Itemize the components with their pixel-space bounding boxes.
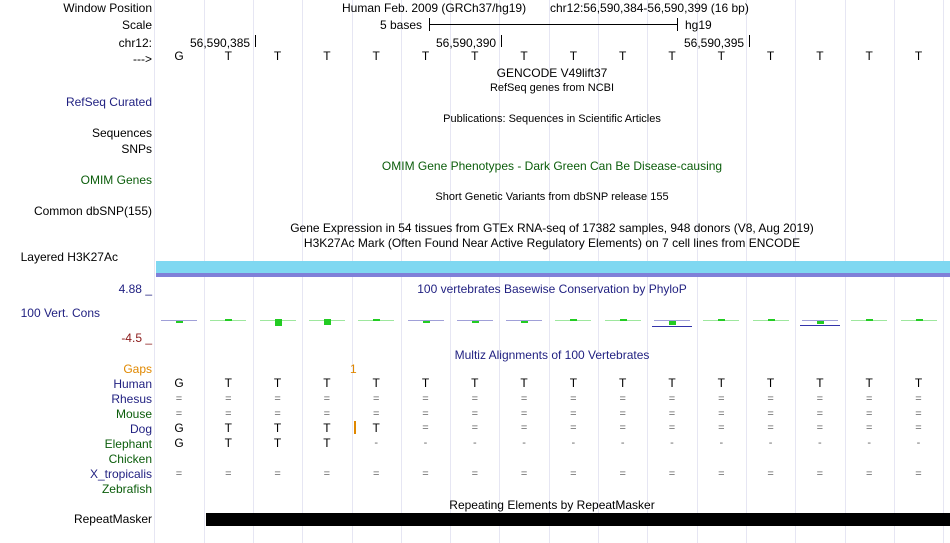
alignment-cell-rhesus: = [570, 393, 577, 405]
alignment-cell-rhesus: = [915, 393, 922, 405]
alignment-cell-xtrop: = [225, 468, 232, 480]
alignment-cell-human: G [174, 376, 184, 390]
base-letter: T [668, 49, 676, 63]
cons-min-label: -4.5 _ [121, 331, 152, 345]
multiz-title[interactable]: Multiz Alignments of 100 Vertebrates [454, 348, 650, 362]
species-label-elephant[interactable]: Elephant [104, 437, 152, 451]
base-letter: T [619, 49, 627, 63]
phylop-bar [176, 321, 183, 323]
h3k27ac-signal-lower-band[interactable] [156, 273, 950, 277]
phylop-bar [916, 319, 923, 321]
alignment-cell-xtrop: = [175, 468, 183, 480]
track-label-repeatmasker[interactable]: RepeatMasker [73, 512, 152, 526]
repeatmasker-title[interactable]: Repeating Elements by RepeatMasker [449, 498, 655, 512]
alignment-cell-dog: = [865, 422, 873, 434]
alignment-cell-elephant: - [571, 437, 576, 449]
phylop-negative-mark [652, 326, 692, 327]
alignment-cell-dog: = [570, 422, 577, 434]
phylop-bar [423, 321, 430, 323]
alignment-cell-mouse: = [323, 408, 331, 420]
phylop-bar [718, 319, 725, 321]
alignment-cell-mouse: = [619, 408, 626, 420]
alignment-cell-rhesus: = [323, 393, 331, 405]
position-readout: chr12:56,590,384-56,590,399 (16 bp) [550, 1, 749, 15]
track-label-layered-h3k27ac[interactable]: Layered H3K27Ac [20, 250, 118, 264]
alignment-cell-elephant: T [323, 436, 331, 450]
alignment-cell-xtrop: = [323, 468, 331, 480]
alignment-cell-mouse: = [520, 408, 528, 420]
dbsnp-title[interactable]: Short Genetic Variants from dbSNP release 155 [435, 191, 669, 203]
alignment-cell-human: T [372, 376, 380, 390]
scale-bar-right-end [677, 18, 678, 31]
phylop-bar [521, 321, 528, 323]
alignment-cell-human: T [668, 376, 676, 390]
species-label-xtropicalis[interactable]: X_tropicalis [89, 467, 152, 481]
alignment-cell-dog: = [619, 422, 626, 434]
label-scale: Scale [121, 18, 152, 32]
alignment-cell-rhesus: = [865, 393, 873, 405]
alignment-cell-dog: T [323, 421, 331, 435]
base-letter: T [717, 49, 725, 63]
alignment-cell-dog: = [668, 422, 676, 434]
alignment-cell-xtrop: = [570, 468, 577, 480]
track-label-refseq[interactable]: RefSeq Curated [65, 95, 152, 109]
gencode-title[interactable]: GENCODE V49lift37 [496, 66, 608, 80]
phylop-bar [225, 319, 232, 321]
refseq-title[interactable]: RefSeq genes from NCBI [489, 82, 615, 94]
species-label-dog[interactable]: Dog [129, 422, 152, 436]
track-label-snps[interactable]: SNPs [121, 142, 152, 156]
omim-title[interactable]: OMIM Gene Phenotypes - Dark Green Can Be Disease-causing [381, 159, 723, 173]
alignment-cell-xtrop: = [915, 468, 922, 480]
alignment-cell-xtrop: = [274, 468, 281, 480]
species-label-mouse[interactable]: Mouse [115, 407, 152, 421]
alignment-cell-dog: = [718, 422, 725, 434]
phylop-bar [275, 319, 282, 326]
alignment-cell-xtrop: = [520, 468, 528, 480]
cons-max-label: 4.88 _ [118, 282, 152, 296]
assembly-name: Human Feb. 2009 (GRCh37/hg19) [342, 1, 527, 15]
alignment-cell-elephant: - [374, 437, 379, 449]
alignment-cell-rhesus: = [422, 393, 429, 405]
alignment-cell-dog: G [174, 421, 184, 435]
alignment-cell-elephant: - [867, 437, 872, 449]
alignment-cell-rhesus: = [175, 393, 183, 405]
alignment-cell-human: T [717, 376, 725, 390]
alignment-cell-rhesus: = [718, 393, 725, 405]
alignment-cell-human: T [520, 376, 528, 390]
alignment-cell-xtrop: = [767, 468, 774, 480]
alignment-cell-xtrop: = [619, 468, 626, 480]
alignment-cell-rhesus: = [668, 393, 676, 405]
base-letter: T [816, 49, 824, 63]
alignment-cell-xtrop: = [471, 468, 479, 480]
phylop-bar [472, 321, 479, 323]
alignment-cell-mouse: = [668, 408, 676, 420]
alignment-cell-xtrop: = [372, 468, 380, 480]
alignment-cell-human: T [816, 376, 824, 390]
alignment-cell-dog: = [520, 422, 528, 434]
coord-label-3: 56,590,395 [684, 36, 745, 50]
publications-title[interactable]: Publications: Sequences in Scientific Articles [443, 113, 661, 125]
track-label-100-vert-cons[interactable]: 100 Vert. Cons [20, 306, 100, 320]
alignment-cell-mouse: = [175, 408, 183, 420]
alignment-cell-elephant: - [916, 437, 921, 449]
alignment-cell-rhesus: = [619, 393, 626, 405]
track-label-gaps[interactable]: Gaps [123, 362, 152, 376]
base-letter: G [174, 49, 184, 63]
phylop-bar [866, 319, 873, 321]
species-label-chicken[interactable]: Chicken [108, 452, 152, 466]
label-window-position: Window Position [63, 1, 152, 15]
alignment-cell-human: T [865, 376, 873, 390]
gap-count-marker: 1 [350, 362, 357, 376]
dog-insertion-marker [354, 421, 356, 434]
phylop-bar [669, 321, 676, 325]
alignment-cell-elephant: T [224, 436, 232, 450]
alignment-cell-elephant: - [670, 437, 674, 449]
alignment-cell-mouse: = [372, 408, 380, 420]
base-letter: T [766, 49, 775, 63]
label-chrom: chr12: [118, 36, 152, 50]
alignment-cell-mouse: = [471, 408, 479, 420]
coord-tick-3 [749, 35, 750, 47]
coord-label-1: 56,590,385 [190, 36, 251, 50]
label-strand[interactable]: ---> [133, 52, 152, 66]
alignment-cell-xtrop: = [668, 468, 676, 480]
alignment-cell-rhesus: = [274, 393, 281, 405]
alignment-cell-rhesus: = [520, 393, 528, 405]
phylop-bar [817, 321, 824, 324]
base-letter: T [471, 49, 479, 63]
alignment-cell-mouse: = [570, 408, 577, 420]
phylop-title[interactable]: 100 vertebrates Basewise Conservation by PhyloP [417, 282, 687, 296]
phylop-bar [570, 319, 577, 321]
alignment-cell-dog: = [471, 422, 479, 434]
phylop-bar [620, 319, 627, 321]
alignment-cell-elephant: - [472, 437, 477, 449]
alignment-cell-rhesus: = [372, 393, 380, 405]
base-letter: T [914, 49, 923, 63]
alignment-cell-dog: = [816, 422, 824, 434]
alignment-cell-human: T [766, 376, 775, 390]
h3k27ac-title[interactable]: H3K27Ac Mark (Often Found Near Active Regulatory Elements) on 7 cell lines from ENCODE [303, 236, 801, 250]
base-letter: T [273, 49, 282, 63]
phylop-negative-mark [800, 325, 840, 326]
base-letter: T [421, 49, 430, 63]
base-letter: T [865, 49, 873, 63]
alignment-cell-human: T [471, 376, 479, 390]
alignment-cell-mouse: = [274, 408, 281, 420]
alignment-cell-rhesus: = [225, 393, 232, 405]
alignment-cell-rhesus: = [816, 393, 824, 405]
alignment-cell-xtrop: = [718, 468, 725, 480]
alignment-cell-human: T [569, 376, 578, 390]
coord-tick-1 [255, 35, 256, 47]
alignment-cell-dog: T [372, 421, 380, 435]
alignment-cell-elephant: - [719, 437, 724, 449]
alignment-cell-mouse: = [915, 408, 922, 420]
alignment-cell-elephant: T [273, 436, 282, 450]
alignment-cell-dog: = [915, 422, 922, 434]
alignment-cell-mouse: = [225, 408, 232, 420]
scale-text: 5 bases [380, 18, 423, 32]
alignment-cell-elephant: - [423, 437, 428, 449]
alignment-cell-dog: T [273, 421, 282, 435]
alignment-cell-xtrop: = [422, 468, 429, 480]
alignment-cell-elephant: - [768, 437, 773, 449]
alignment-cell-elephant: G [174, 436, 184, 450]
base-letter: T [224, 49, 232, 63]
track-label-omim[interactable]: OMIM Genes [80, 173, 152, 187]
alignment-cell-rhesus: = [767, 393, 774, 405]
alignment-cell-dog: T [224, 421, 232, 435]
alignment-cell-dog: = [767, 422, 774, 434]
alignment-cell-human: T [619, 376, 627, 390]
alignment-cell-mouse: = [718, 408, 725, 420]
alignment-cell-mouse: = [422, 408, 429, 420]
grid-line [154, 0, 155, 543]
h3k27ac-signal-bar[interactable] [156, 261, 950, 273]
track-label-common-dbsnp[interactable]: Common dbSNP(155) [33, 204, 152, 218]
alignment-cell-human: T [421, 376, 430, 390]
alignment-cell-mouse: = [767, 408, 774, 420]
alignment-cell-elephant: - [620, 437, 625, 449]
phylop-bar [768, 319, 775, 321]
species-label-human[interactable]: Human [113, 377, 152, 391]
alignment-cell-xtrop: = [816, 468, 824, 480]
alignment-cell-rhesus: = [471, 393, 479, 405]
repeat-element-bar[interactable] [206, 513, 950, 526]
alignment-cell-dog: = [422, 422, 429, 434]
alignment-cell-elephant: - [818, 437, 822, 449]
alignment-cell-mouse: = [865, 408, 873, 420]
species-label-rhesus[interactable]: Rhesus [111, 392, 152, 406]
base-letter: T [520, 49, 528, 63]
phylop-bar [373, 319, 380, 321]
phylop-bar [324, 319, 331, 325]
scale-db: hg19 [685, 18, 712, 32]
coord-tick-2 [501, 35, 502, 47]
scale-bar-left-end [429, 18, 430, 31]
scale-bar [429, 24, 677, 25]
alignment-cell-xtrop: = [865, 468, 873, 480]
species-label-zebrafish[interactable]: Zebrafish [101, 482, 152, 496]
base-letter: T [569, 49, 578, 63]
alignment-cell-elephant: - [522, 437, 526, 449]
track-label-sequences[interactable]: Sequences [91, 126, 152, 140]
gtex-title[interactable]: Gene Expression in 54 tissues from GTEx RNA-seq of 17382 samples, 948 donors (V8, Aug 2019) [290, 221, 814, 235]
coord-label-2: 56,590,390 [436, 36, 497, 50]
alignment-cell-human: T [273, 376, 282, 390]
alignment-cell-human: T [914, 376, 923, 390]
base-letter: T [323, 49, 331, 63]
alignment-cell-human: T [224, 376, 232, 390]
alignment-cell-mouse: = [816, 408, 824, 420]
base-letter: T [372, 49, 380, 63]
alignment-cell-human: T [323, 376, 331, 390]
